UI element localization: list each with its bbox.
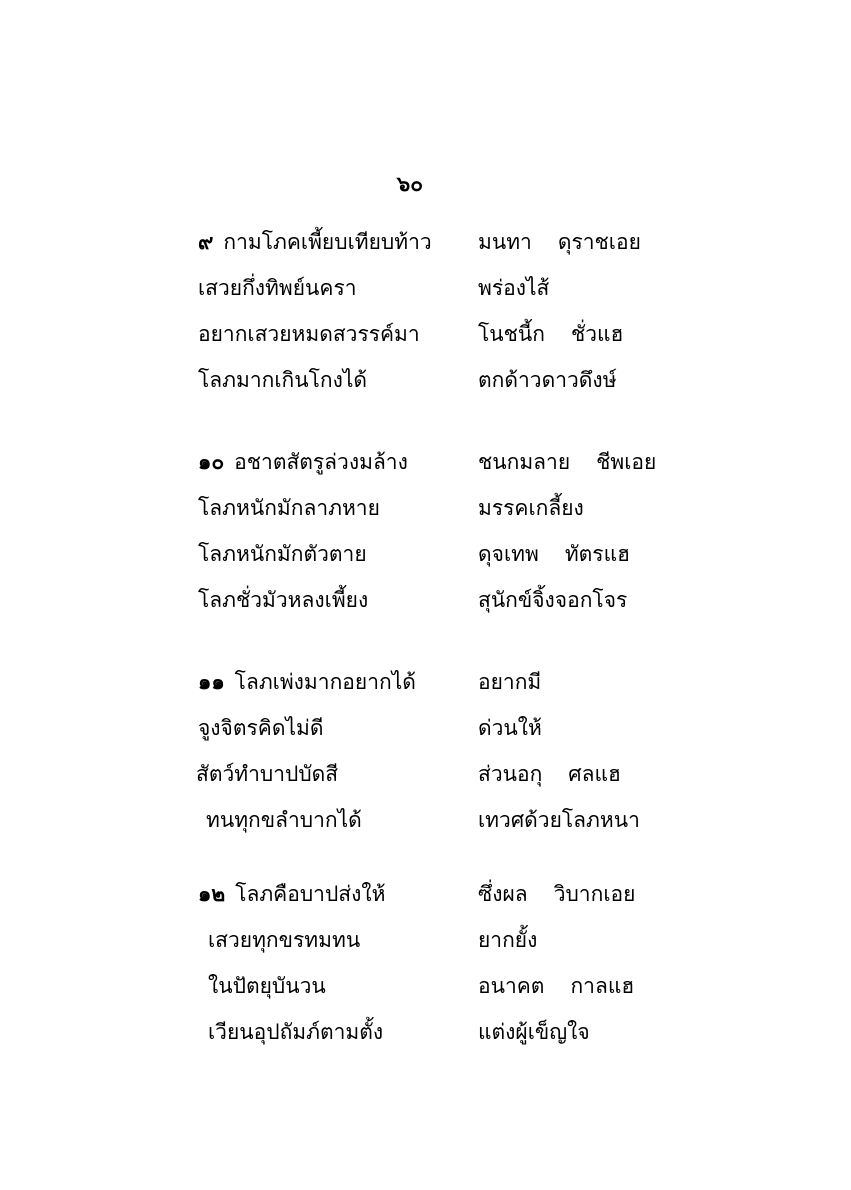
- verse-right: ดุราชเอย: [557, 230, 641, 254]
- stanza-number: ๙: [198, 230, 214, 254]
- verse-right: สุนักข์จิ้งจอกโจร: [478, 588, 628, 612]
- verse-right: ศลแฮ: [568, 762, 621, 786]
- verse-left: เสวยทุกขรทมทน: [208, 928, 361, 952]
- verse-left: เวียนอุปถัมภ์ตามตั้ง: [208, 1020, 384, 1044]
- verse-line: [0, 1012, 851, 1052]
- verse-line: [0, 314, 851, 354]
- verse-line: [0, 268, 851, 308]
- verse-left: อชาตสัตรูล่วงมล้าง: [234, 450, 408, 474]
- verse-right: ทัตรแฮ: [564, 542, 630, 566]
- verse-left: ทนทุกขลำบากได้: [206, 808, 362, 832]
- verse-right: ชีพเอย: [596, 450, 657, 474]
- stanza-number: ๑๒: [198, 882, 226, 906]
- verse-right: ดุจเทพ: [478, 542, 539, 566]
- verse-left: โลภชั่วมัวหลงเพี้ยง: [198, 588, 369, 612]
- verse-line: [0, 222, 851, 262]
- verse-right: อนาคต: [478, 974, 545, 998]
- verse-line: [0, 708, 851, 748]
- verse-left: จูงจิตรคิดไม่ดี: [198, 716, 324, 740]
- verse-right: วิบากเอย: [553, 882, 636, 906]
- verse-right: เทวศด้วยโลภหนา: [478, 808, 640, 832]
- verse-left: ในปัตยุบันวน: [208, 974, 326, 998]
- verse-right: มรรคเกลี้ยง: [478, 496, 584, 520]
- verse-left: อยากเสวยหมดสวรรค์มา: [198, 322, 420, 346]
- verse-right: ด่วนให้: [478, 716, 542, 740]
- verse-left: กามโภคเพี้ยบเทียบท้าว: [223, 230, 432, 254]
- verse-right: ตกด้าวดาวดึงษ์: [478, 368, 617, 392]
- verse-left: โลภเพ่งมากอยากได้: [234, 670, 416, 694]
- verse-right: ซึ่งผล: [478, 882, 528, 906]
- verse-line: [0, 662, 851, 702]
- verse-right: ส่วนอกุ: [478, 762, 543, 786]
- verse-line: [0, 534, 851, 574]
- verse-line: [0, 874, 851, 914]
- verse-right: พร่องไส้: [478, 276, 550, 300]
- verse-line: [0, 966, 851, 1006]
- verse-line: [0, 580, 851, 620]
- verse-right: ยากยั้ง: [478, 928, 538, 952]
- verse-line: [0, 800, 851, 840]
- verse-line: [0, 442, 851, 482]
- page-number: ๖๐: [396, 172, 424, 196]
- stanza-number: ๑๑: [198, 670, 225, 694]
- verse-right: แต่งผู้เข็ญใจ: [478, 1020, 590, 1044]
- verse-right: กาลแฮ: [570, 974, 635, 998]
- verse-line: [0, 920, 851, 960]
- verse-left: เสวยกึ่งทิพย์นครา: [198, 276, 357, 300]
- stanza-number: ๑๐: [198, 450, 225, 474]
- verse-left: สัตว์ทำบาปบัดสี: [196, 762, 339, 786]
- verse-left: โลภคือบาปส่งให้: [235, 882, 386, 906]
- verse-left: โลภหนักมักตัวตาย: [198, 542, 367, 566]
- verse-right: มนทา: [478, 230, 532, 254]
- verse-right: ชั่วแฮ: [570, 322, 624, 346]
- verse-line: [0, 754, 851, 794]
- verse-line: [0, 360, 851, 400]
- verse-right: โนชนี้ก: [478, 322, 545, 346]
- verse-right: ชนกมลาย: [478, 450, 571, 474]
- verse-right: อยากมี: [478, 670, 542, 694]
- verse-left: โลภมากเกินโกงได้: [198, 368, 368, 392]
- verse-line: [0, 488, 851, 528]
- verse-left: โลภหนักมักลาภหาย: [198, 496, 380, 520]
